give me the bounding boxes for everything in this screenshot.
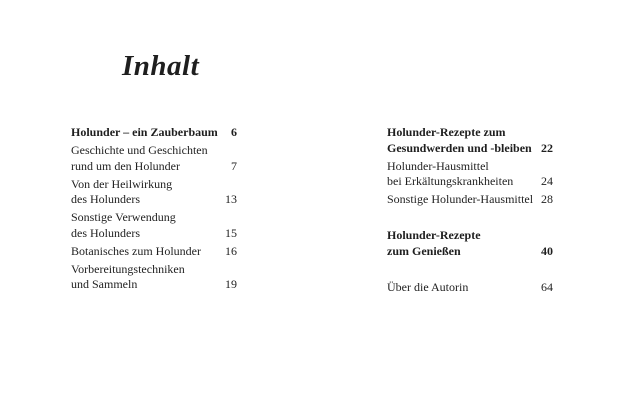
- toc-entry: [387, 280, 553, 296]
- toc-entry-page-number: 64: [541, 279, 553, 294]
- toc-entry-row: [387, 141, 553, 157]
- toc-entry-row: [71, 262, 237, 278]
- toc-entry-row: [387, 174, 553, 190]
- toc-entry-title-line: rund um den Holunder: [71, 158, 180, 173]
- toc-entry-row: [387, 192, 553, 208]
- toc-entry-title-line: des Holunders: [71, 225, 140, 240]
- toc-entry-page-number: 16: [225, 243, 237, 258]
- toc-entry: [387, 159, 553, 190]
- toc-entry: [71, 125, 237, 141]
- toc-entry: [71, 177, 237, 208]
- page-title: Inhalt: [122, 50, 200, 82]
- toc-entry: [71, 143, 237, 174]
- toc-entry-row: [387, 159, 553, 175]
- toc-entry-title-line: Vorbereitungstechniken: [71, 261, 185, 276]
- toc-entry: [71, 210, 237, 241]
- toc-entry-title-line: Holunder-Hausmittel: [387, 158, 489, 173]
- toc-entry-title-line: zum Genießen: [387, 243, 461, 258]
- toc-entry: [387, 228, 553, 259]
- toc-entry-page-number: 7: [231, 158, 237, 173]
- toc-entry-row: [71, 226, 237, 242]
- toc-entry-row: [71, 277, 237, 293]
- toc-entry-row: [71, 159, 237, 175]
- toc-entry-row: [71, 143, 237, 159]
- toc-entry-page-number: 22: [541, 140, 553, 155]
- toc-entry-row: [387, 125, 553, 141]
- toc-entry-title-line: Sonstige Holunder-Hausmittel: [387, 192, 534, 206]
- toc-entry-title-line: Gesundwerden und -bleiben: [387, 140, 532, 155]
- toc-entry: [71, 244, 237, 260]
- toc-left-column: [71, 125, 237, 293]
- toc-entry-row: [387, 280, 553, 296]
- toc-entry-row: [71, 177, 237, 193]
- toc-entry-title-line: Von der Heilwirkung: [71, 176, 173, 191]
- toc-entry-page-number: 19: [225, 277, 237, 291]
- toc-entry-title-line: und Sammeln: [71, 277, 138, 291]
- toc-entry-title-line: Holunder – ein Zauberbaum: [71, 125, 218, 139]
- toc-entry-title-line: Sonstige Verwendung: [71, 210, 176, 224]
- toc-entry: [387, 192, 553, 208]
- toc-right-column: [387, 125, 553, 295]
- toc-entry-row: [71, 125, 237, 141]
- toc-entry-title-line: Holunder-Rezepte zum: [387, 125, 506, 139]
- toc-entry-row: [71, 244, 237, 260]
- toc-entry-row: [387, 228, 553, 244]
- toc-entry-title-line: Holunder-Rezepte: [387, 228, 481, 242]
- toc-entry: [71, 262, 237, 293]
- toc-entry-title-line: Botanisches zum Holunder: [71, 243, 201, 258]
- toc-entry-page-number: 40: [541, 243, 553, 258]
- toc-entry-title-line: Über die Autorin: [387, 279, 469, 294]
- toc-entry-title-line: des Holunders: [71, 192, 140, 206]
- toc-entry-row: [71, 210, 237, 226]
- toc-entry-page-number: 6: [231, 125, 237, 139]
- toc-entry-title-line: Geschichte und Geschichten: [71, 143, 208, 157]
- toc-entry-row: [387, 244, 553, 260]
- toc-entry-title-line: bei Erkältungskrankheiten: [387, 174, 514, 188]
- toc-entry: [387, 125, 553, 156]
- toc-entry-page-number: 28: [541, 192, 553, 206]
- toc-entry-page-number: 24: [541, 174, 553, 188]
- toc-entry-row: [71, 192, 237, 208]
- toc-entry-page-number: 13: [225, 192, 237, 206]
- toc-entry-page-number: 15: [225, 225, 237, 240]
